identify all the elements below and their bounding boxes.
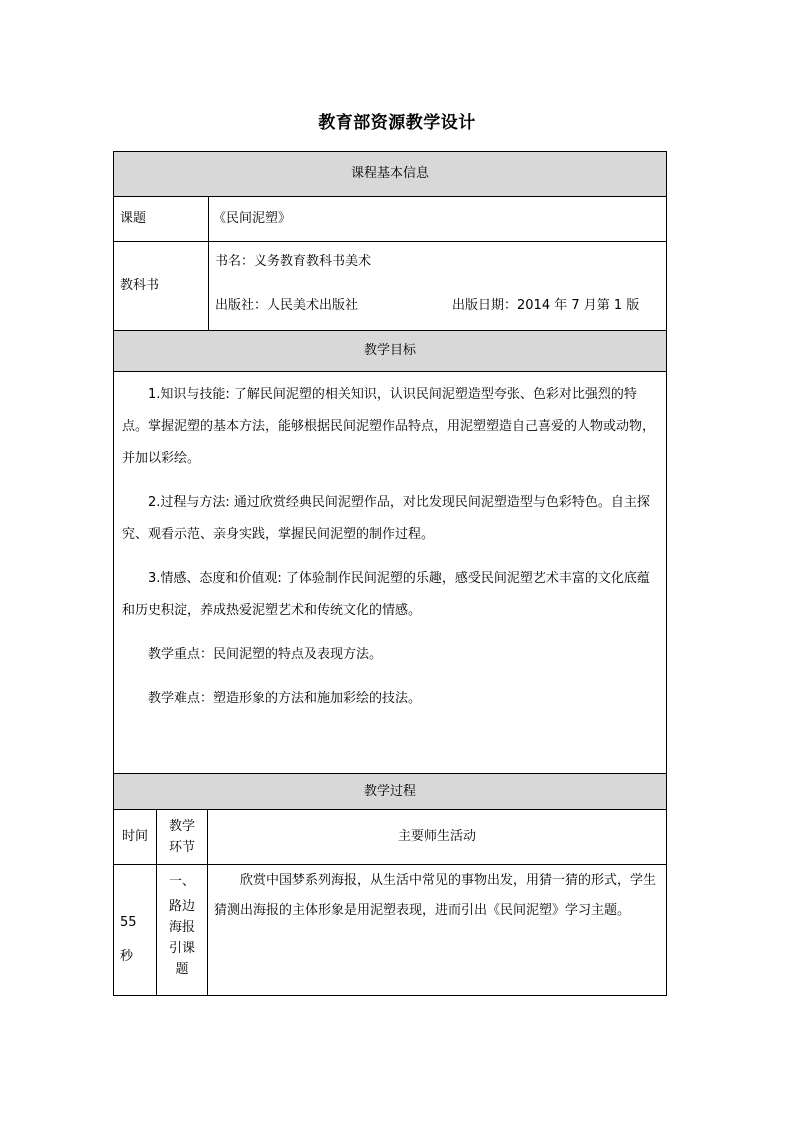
process-activity-text: 欣赏中国梦系列海报，从生活中常见的事物出发，用猜一猜的形式，学生猜测出海报的主体形象是用泥塑表现，进而引出《民间泥塑》学习主题。 xyxy=(214,873,657,918)
process-time-unit: 秒 xyxy=(120,949,134,964)
process-stage-cell xyxy=(157,865,208,995)
lesson-design-table xyxy=(113,151,667,996)
teaching-difficulty: 教学难点：塑造形象的方法和施加彩绘的技法。 xyxy=(148,691,422,706)
objectives-header xyxy=(114,331,666,372)
textbook-label-cell xyxy=(114,242,209,330)
col-activity-label: 主要师生活动 xyxy=(397,829,476,845)
course-info-header-text: 课程基本信息 xyxy=(350,166,429,182)
col-time-header xyxy=(114,810,157,864)
stage-line: 引课 xyxy=(168,941,195,956)
stage-line: 路边 xyxy=(168,899,195,914)
textbook-row xyxy=(114,242,666,331)
topic-label: 课题 xyxy=(120,211,147,227)
objective-process: 2.过程与方法: 通过欣赏经典民间泥塑作品，对比发现民间泥塑造型与色彩特色。自主探究、观看示范、亲身实践，掌握民间泥塑的制作过程。 xyxy=(122,495,650,542)
textbook-value-cell xyxy=(209,242,666,330)
process-activity-cell xyxy=(208,865,666,995)
stage-line: 题 xyxy=(175,962,189,977)
process-header xyxy=(114,774,666,810)
objectives-header-text: 教学目标 xyxy=(363,343,416,359)
topic-value-cell xyxy=(209,197,666,241)
process-time-cell xyxy=(114,865,157,995)
publish-date: 出版日期：2014 年 7 月第 1 版 xyxy=(452,298,640,313)
stage-line: 一、 xyxy=(168,874,195,889)
teaching-key-point: 教学重点：民间泥塑的特点及表现方法。 xyxy=(148,647,383,662)
objective-knowledge: 1.知识与技能: 了解民间泥塑的相关知识，认识民间泥塑造型夸张、色彩对比强烈的特点。掌握泥塑的基本方法，能够根据民间泥塑作品特点，用泥塑塑造自己喜爱的人物或动物，并加以彩绘。 xyxy=(122,387,656,466)
col-time-label: 时间 xyxy=(121,829,148,845)
topic-value: 《民间泥塑》 xyxy=(213,211,292,227)
course-info-header xyxy=(114,152,666,197)
topic-label-cell xyxy=(114,197,209,241)
stage-line: 海报 xyxy=(168,920,195,935)
col-activity-header xyxy=(208,810,666,864)
col-stage-label-2: 环节 xyxy=(168,840,195,855)
objective-emotion: 3.情感、态度和价值观: 了体验制作民间泥塑的乐趣，感受民间泥塑艺术丰富的文化底蕴和历史积淀，养成热爱泥塑艺术和传统文化的情感。 xyxy=(122,571,650,618)
process-row xyxy=(114,865,666,995)
col-stage-header xyxy=(157,810,208,864)
objectives-body xyxy=(114,372,666,774)
book-name: 书名：义务教育教科书美术 xyxy=(215,254,372,269)
process-time-value: 55 xyxy=(120,915,137,930)
textbook-label: 教科书 xyxy=(120,278,160,294)
topic-row xyxy=(114,197,666,242)
page-title: 教育部资源教学设计 xyxy=(318,113,476,133)
col-stage-label-1: 教学 xyxy=(168,819,195,834)
publisher: 出版社：人民美术出版社 xyxy=(215,298,359,313)
process-column-headers xyxy=(114,810,666,865)
process-header-text: 教学过程 xyxy=(363,783,416,799)
